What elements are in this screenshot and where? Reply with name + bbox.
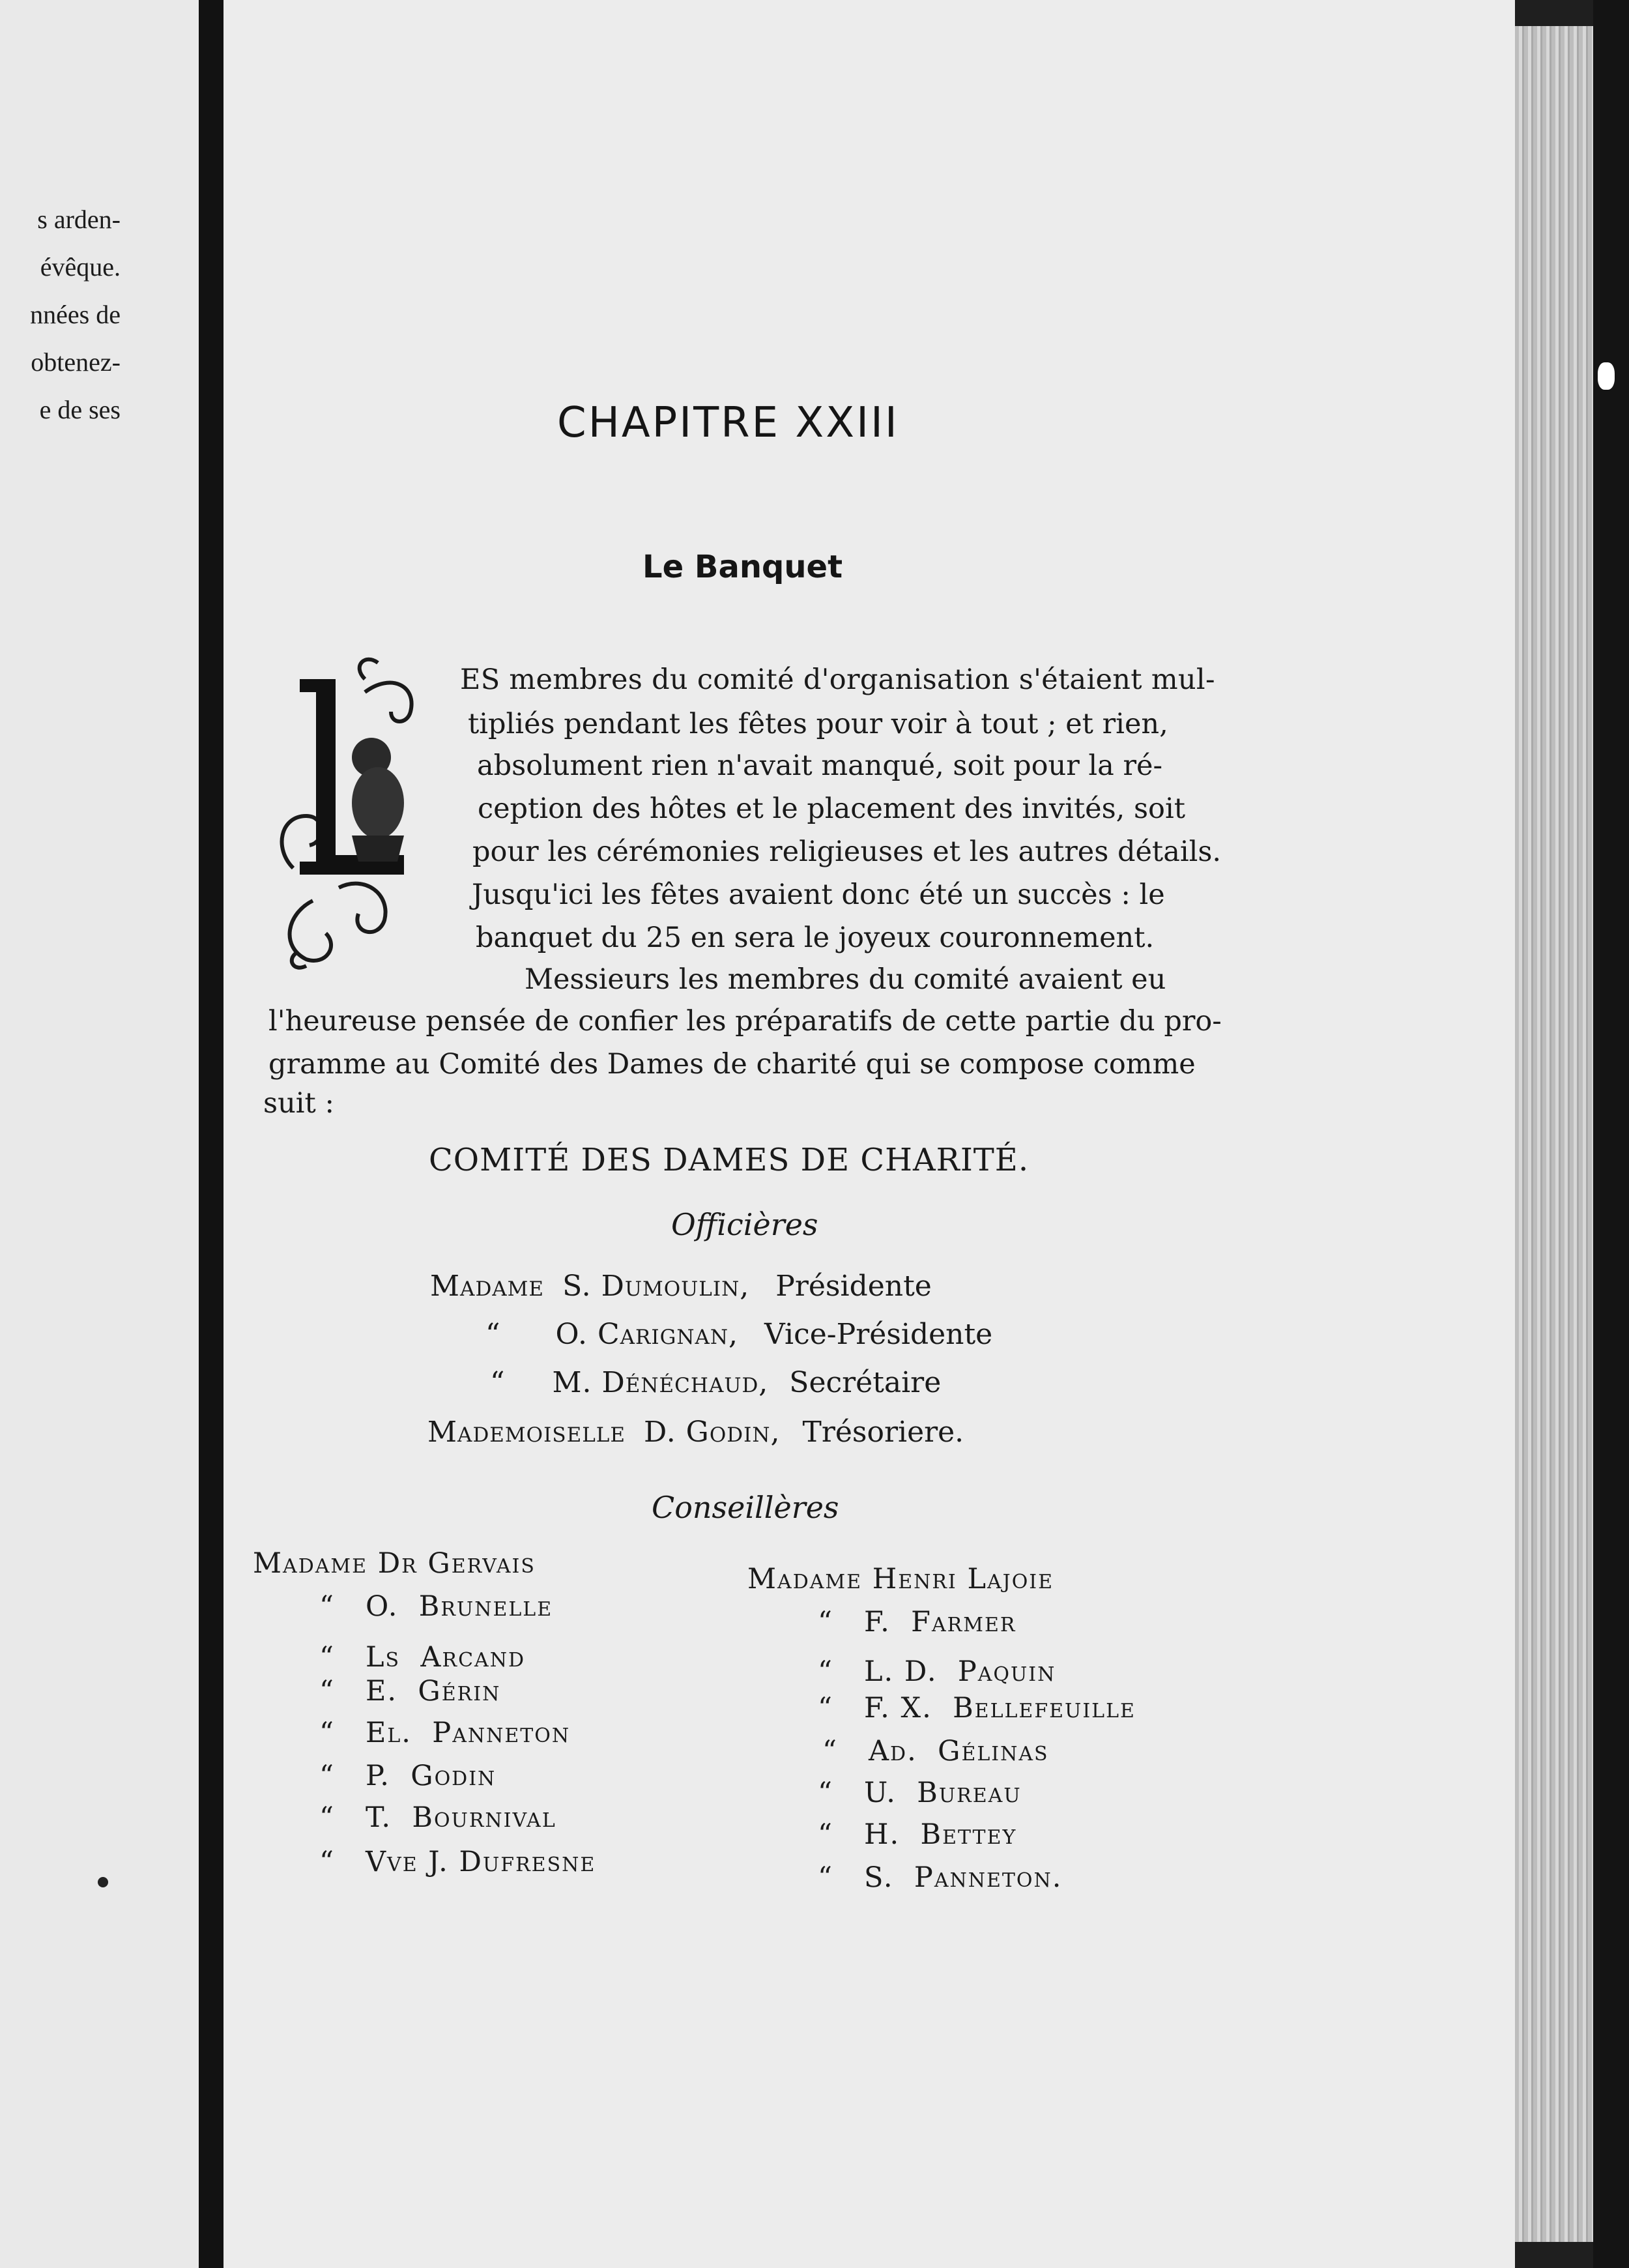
officer-name: D. Godin, [644,1416,781,1449]
officer-name: M. Dénéchaud, [552,1366,769,1399]
officer-name: O. Carignan, [555,1318,738,1351]
counsellor-left: Madame Dr Gervais [253,1547,536,1580]
book-gutter [199,0,223,2268]
left-fragment: e de ses [39,395,121,424]
counsellor-right: “ U. Bureau [818,1777,1022,1809]
left-page-dot [98,1877,108,1887]
main-page [223,0,1515,2268]
officers-heading: Officières [671,1207,818,1242]
counsellor-left: “ Vve J. Dufresne [319,1846,596,1878]
counsellor-right: “ H. Bettey [818,1818,1017,1851]
officer-role: Vice-Présidente [764,1318,993,1351]
paragraph-line: l'heureuse pensée de confier les préparatifs de cette partie du pro- [268,1005,1222,1038]
officer-role: Secrétaire [789,1366,942,1399]
page-edges [1515,26,1593,2242]
left-fragment: nnées de [30,300,121,329]
counsellor-left: “ El. Panneton [319,1717,571,1749]
ornamental-dropcap-l-icon [267,653,429,979]
counsellor-left: “ O. Brunelle [319,1590,553,1623]
officer-prefix: “ [490,1366,506,1399]
officer-role: Trésoriere. [802,1416,964,1449]
counsellor-left: “ Ls Arcand [319,1641,525,1674]
scan-border-right [1593,0,1629,2268]
paragraph-line: Messieurs les membres du comité avaient eu [525,963,1166,996]
officer-prefix: “ [485,1318,501,1351]
paragraph-line: absolument rien n'avait manqué, soit pour la ré- [477,749,1163,782]
chapter-title: CHAPITRE XXIII [557,399,899,447]
left-page-text [0,196,121,433]
officer-row [430,1270,932,1303]
counsellor-right: “ S. Panneton. [818,1861,1063,1894]
counsellor-left: “ T. Bournival [319,1801,556,1834]
paragraph-line: Jusqu'ici les fêtes avaient donc été un succès : le [472,879,1165,911]
scan-speck [1598,362,1615,390]
paragraph-line: pour les cérémonies religieuses et les autres détails. [472,836,1222,868]
left-fragment: évêque. [40,252,121,282]
officer-row [490,1366,941,1399]
officer-row [485,1318,992,1351]
left-fragment: obtenez- [31,347,121,377]
counsellor-right: “ L. D. Paquin [818,1655,1056,1688]
officer-row [427,1416,964,1449]
officer-prefix: Madame [430,1270,545,1303]
left-fragment: s arden- [37,205,121,234]
paragraph-line: ES membres du comité d'organisation s'étaient mul- [460,663,1215,696]
counsellors-heading: Conseillères [652,1490,839,1525]
counsellor-right: “ F. Farmer [818,1606,1016,1638]
officer-prefix: Mademoiselle [427,1416,626,1449]
counsellor-right: Madame Henri Lajoie [747,1563,1054,1595]
officer-name: S. Dumoulin, [562,1270,750,1303]
counsellor-left: “ P. Godin [319,1760,497,1792]
paragraph-line: gramme au Comité des Dames de charité qui se compose comme [268,1048,1196,1081]
committee-title: COMITÉ DES DAMES DE CHARITÉ. [429,1142,1030,1178]
paragraph-line: banquet du 25 en sera le joyeux couronnement. [476,922,1155,954]
paragraph-line: tipliés pendant les fêtes pour voir à tout ; et rien, [468,708,1168,740]
counsellor-right: “ Ad. Gélinas [822,1735,1049,1767]
paragraph-line: suit : [263,1087,334,1120]
counsellor-right: “ F. X. Bellefeuille [818,1692,1136,1724]
officer-role: Présidente [775,1270,932,1303]
paragraph-line: ception des hôtes et le placement des invités, soit [478,792,1185,825]
counsellor-left: “ E. Gérin [319,1675,501,1708]
section-title: Le Banquet [642,549,843,585]
